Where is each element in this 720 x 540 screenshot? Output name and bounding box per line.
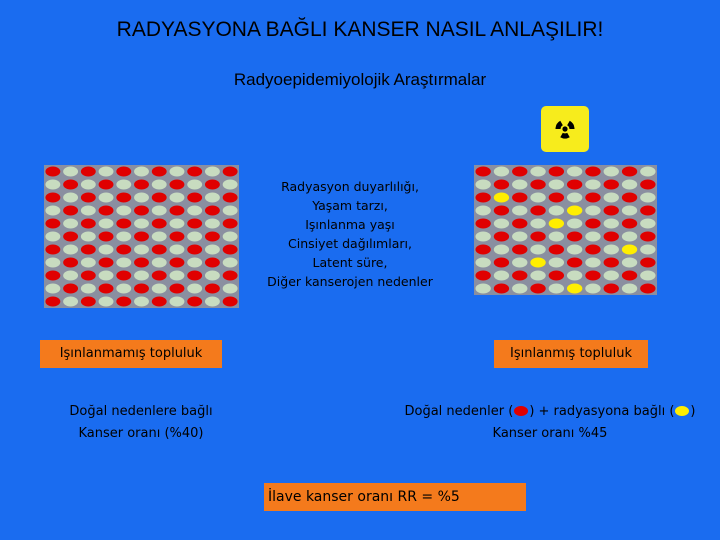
person-marker <box>622 206 637 216</box>
radiation-warning-icon <box>541 106 589 152</box>
person-marker <box>205 206 220 216</box>
person-marker <box>604 245 619 255</box>
person-marker <box>81 167 96 177</box>
person-marker <box>63 167 78 177</box>
factor-item: Işınlanma yaşı <box>305 217 395 232</box>
person-marker <box>134 219 149 229</box>
person-marker <box>205 258 220 268</box>
person-marker <box>170 271 185 281</box>
person-marker <box>622 271 637 281</box>
person-marker <box>640 271 655 281</box>
person-marker <box>622 167 637 177</box>
person-marker <box>567 180 582 190</box>
person-marker <box>475 167 490 177</box>
person-marker <box>45 193 60 203</box>
person-marker <box>116 193 131 203</box>
person-marker <box>604 193 619 203</box>
person-marker <box>640 258 655 268</box>
person-marker <box>549 258 564 268</box>
person-marker <box>152 297 167 307</box>
factor-item: Latent süre, <box>312 255 388 270</box>
person-marker <box>475 271 490 281</box>
person-marker <box>567 193 582 203</box>
person-marker <box>81 258 96 268</box>
exposed-rate-part2: ) + radyasyona bağlı ( <box>529 404 675 419</box>
person-marker <box>152 180 167 190</box>
person-marker <box>475 232 490 242</box>
person-marker <box>187 219 202 229</box>
person-marker <box>549 180 564 190</box>
person-marker <box>622 232 637 242</box>
person-marker <box>512 271 527 281</box>
person-marker <box>63 180 78 190</box>
person-marker <box>622 180 637 190</box>
person-marker <box>99 193 114 203</box>
person-marker <box>99 297 114 307</box>
person-marker <box>205 245 220 255</box>
exposed-rate-part3: ) <box>690 404 696 419</box>
person-marker <box>99 219 114 229</box>
person-marker <box>187 193 202 203</box>
exposed-cancer-rate <box>380 401 720 445</box>
person-marker <box>640 180 655 190</box>
person-marker <box>116 232 131 242</box>
person-marker <box>585 193 600 203</box>
person-marker <box>604 232 619 242</box>
person-marker <box>585 180 600 190</box>
person-marker <box>63 206 78 216</box>
person-marker <box>81 193 96 203</box>
factor-item: Yaşam tarzı, <box>312 198 388 213</box>
person-marker <box>549 271 564 281</box>
person-marker <box>187 206 202 216</box>
unexposed-population-grid <box>44 165 239 308</box>
person-marker <box>45 180 60 190</box>
person-marker <box>45 284 60 294</box>
person-marker <box>45 232 60 242</box>
person-marker <box>170 167 185 177</box>
person-marker <box>549 206 564 216</box>
person-marker <box>549 284 564 294</box>
person-marker <box>134 245 149 255</box>
exposed-population-grid <box>474 165 657 295</box>
person-marker <box>45 206 60 216</box>
person-marker <box>81 232 96 242</box>
person-marker <box>512 232 527 242</box>
person-marker <box>63 232 78 242</box>
person-marker <box>134 193 149 203</box>
person-marker <box>567 219 582 229</box>
yellow-dot-icon <box>675 406 689 416</box>
person-marker <box>187 167 202 177</box>
person-marker <box>585 284 600 294</box>
person-marker <box>45 245 60 255</box>
person-marker <box>640 206 655 216</box>
red-dot-icon <box>514 406 528 416</box>
person-marker <box>99 167 114 177</box>
person-marker <box>512 284 527 294</box>
person-marker <box>585 258 600 268</box>
person-marker <box>152 232 167 242</box>
person-marker <box>170 245 185 255</box>
person-marker <box>475 193 490 203</box>
person-marker <box>81 219 96 229</box>
person-marker <box>152 206 167 216</box>
person-marker <box>116 245 131 255</box>
person-marker <box>81 297 96 307</box>
person-marker <box>567 284 582 294</box>
person-marker <box>223 284 238 294</box>
person-marker <box>604 284 619 294</box>
person-marker <box>604 271 619 281</box>
person-marker <box>494 271 509 281</box>
person-marker <box>187 245 202 255</box>
person-marker <box>63 245 78 255</box>
person-marker <box>170 206 185 216</box>
person-marker <box>63 219 78 229</box>
unexposed-rate-line2: Kanser oranı (%40) <box>78 426 204 441</box>
person-marker <box>530 284 545 294</box>
person-marker <box>116 219 131 229</box>
person-marker <box>223 206 238 216</box>
person-marker <box>134 206 149 216</box>
person-marker <box>99 180 114 190</box>
person-marker <box>512 219 527 229</box>
person-marker <box>223 245 238 255</box>
person-marker <box>549 245 564 255</box>
exposed-rate-part1: Doğal nedenler ( <box>404 404 514 419</box>
person-marker <box>512 167 527 177</box>
person-marker <box>99 245 114 255</box>
person-marker <box>170 180 185 190</box>
exposed-rate-line2: Kanser oranı %45 <box>492 426 608 441</box>
person-marker <box>187 258 202 268</box>
unexposed-rate-line1: Doğal nedenlere bağlı <box>69 404 213 419</box>
person-marker <box>640 193 655 203</box>
person-marker <box>63 297 78 307</box>
person-marker <box>116 284 131 294</box>
person-marker <box>604 219 619 229</box>
person-marker <box>223 167 238 177</box>
person-marker <box>512 206 527 216</box>
person-marker <box>512 193 527 203</box>
factor-item: Cinsiyet dağılımları, <box>288 236 412 251</box>
person-marker <box>567 271 582 281</box>
person-marker <box>134 271 149 281</box>
person-marker <box>205 193 220 203</box>
person-marker <box>63 271 78 281</box>
factor-item: Diğer kanserojen nedenler <box>267 274 433 289</box>
person-marker <box>549 232 564 242</box>
person-marker <box>223 297 238 307</box>
page-title: RADYASYONA BAĞLI KANSER NASIL ANLAŞILIR! <box>116 18 604 41</box>
person-marker <box>99 284 114 294</box>
person-marker <box>134 180 149 190</box>
person-marker <box>475 284 490 294</box>
person-marker <box>152 258 167 268</box>
person-marker <box>152 167 167 177</box>
person-marker <box>170 193 185 203</box>
person-marker <box>475 258 490 268</box>
person-marker <box>494 245 509 255</box>
person-marker <box>134 297 149 307</box>
person-marker <box>99 232 114 242</box>
person-marker <box>530 193 545 203</box>
person-marker <box>622 258 637 268</box>
person-marker <box>81 180 96 190</box>
factor-item: Radyasyon duyarlılığı, <box>281 179 419 194</box>
person-marker <box>134 232 149 242</box>
person-marker <box>585 219 600 229</box>
person-marker <box>205 232 220 242</box>
person-marker <box>567 206 582 216</box>
person-marker <box>530 258 545 268</box>
person-marker <box>640 167 655 177</box>
person-marker <box>45 297 60 307</box>
person-marker <box>45 167 60 177</box>
person-marker <box>170 284 185 294</box>
person-marker <box>170 232 185 242</box>
person-marker <box>567 232 582 242</box>
person-marker <box>494 219 509 229</box>
person-marker <box>81 284 96 294</box>
person-marker <box>494 193 509 203</box>
confounding-factors-list <box>248 177 452 291</box>
person-marker <box>494 284 509 294</box>
excess-risk-result: İlave kanser oranı RR = %5 <box>264 483 526 511</box>
person-marker <box>134 284 149 294</box>
person-marker <box>205 167 220 177</box>
unexposed-cancer-rate <box>40 401 242 445</box>
page-subtitle: Radyoepidemiyolojik Araştırmalar <box>233 70 487 89</box>
person-marker <box>530 245 545 255</box>
person-marker <box>494 206 509 216</box>
person-marker <box>170 297 185 307</box>
person-marker <box>205 271 220 281</box>
person-marker <box>205 284 220 294</box>
person-marker <box>187 297 202 307</box>
person-marker <box>116 258 131 268</box>
person-marker <box>567 167 582 177</box>
person-marker <box>152 219 167 229</box>
person-marker <box>640 219 655 229</box>
person-marker <box>45 258 60 268</box>
person-marker <box>223 258 238 268</box>
person-marker <box>116 180 131 190</box>
exposed-rate-line1 <box>380 401 720 423</box>
person-marker <box>152 271 167 281</box>
person-marker <box>152 193 167 203</box>
unexposed-population-label: Işınlanmamış topluluk <box>40 340 222 368</box>
person-marker <box>187 271 202 281</box>
person-marker <box>475 180 490 190</box>
person-marker <box>512 258 527 268</box>
person-marker <box>494 167 509 177</box>
person-marker <box>81 245 96 255</box>
person-marker <box>604 206 619 216</box>
person-marker <box>530 180 545 190</box>
person-marker <box>223 232 238 242</box>
person-marker <box>81 271 96 281</box>
person-marker <box>81 206 96 216</box>
person-marker <box>475 219 490 229</box>
person-marker <box>63 284 78 294</box>
person-marker <box>585 271 600 281</box>
person-marker <box>99 258 114 268</box>
person-marker <box>99 271 114 281</box>
person-marker <box>205 219 220 229</box>
person-marker <box>567 245 582 255</box>
person-marker <box>549 193 564 203</box>
person-marker <box>530 219 545 229</box>
person-marker <box>585 245 600 255</box>
person-marker <box>475 206 490 216</box>
person-marker <box>116 297 131 307</box>
person-marker <box>223 271 238 281</box>
person-marker <box>604 180 619 190</box>
person-marker <box>530 271 545 281</box>
person-marker <box>494 258 509 268</box>
person-marker <box>116 271 131 281</box>
person-marker <box>640 232 655 242</box>
person-marker <box>530 206 545 216</box>
person-marker <box>45 219 60 229</box>
person-marker <box>116 206 131 216</box>
person-marker <box>63 258 78 268</box>
person-marker <box>585 167 600 177</box>
person-marker <box>512 245 527 255</box>
person-marker <box>622 219 637 229</box>
person-marker <box>187 180 202 190</box>
person-marker <box>530 167 545 177</box>
person-marker <box>223 180 238 190</box>
person-marker <box>530 232 545 242</box>
person-marker <box>170 258 185 268</box>
person-marker <box>152 245 167 255</box>
person-marker <box>567 258 582 268</box>
person-marker <box>205 297 220 307</box>
person-marker <box>604 167 619 177</box>
person-marker <box>622 193 637 203</box>
person-marker <box>99 206 114 216</box>
person-marker <box>170 219 185 229</box>
person-marker <box>585 206 600 216</box>
person-marker <box>475 245 490 255</box>
person-marker <box>622 245 637 255</box>
person-marker <box>604 258 619 268</box>
person-marker <box>585 232 600 242</box>
person-marker <box>223 193 238 203</box>
person-marker <box>549 167 564 177</box>
person-marker <box>640 284 655 294</box>
exposed-population-label: Işınlanmış topluluk <box>494 340 648 368</box>
person-marker <box>622 284 637 294</box>
person-marker <box>549 219 564 229</box>
person-marker <box>134 167 149 177</box>
person-marker <box>494 180 509 190</box>
person-marker <box>63 193 78 203</box>
person-marker <box>512 180 527 190</box>
person-marker <box>116 167 131 177</box>
person-marker <box>640 245 655 255</box>
person-marker <box>187 284 202 294</box>
person-marker <box>134 258 149 268</box>
person-marker <box>494 232 509 242</box>
person-marker <box>187 232 202 242</box>
person-marker <box>205 180 220 190</box>
person-marker <box>45 271 60 281</box>
person-marker <box>152 284 167 294</box>
person-marker <box>223 219 238 229</box>
